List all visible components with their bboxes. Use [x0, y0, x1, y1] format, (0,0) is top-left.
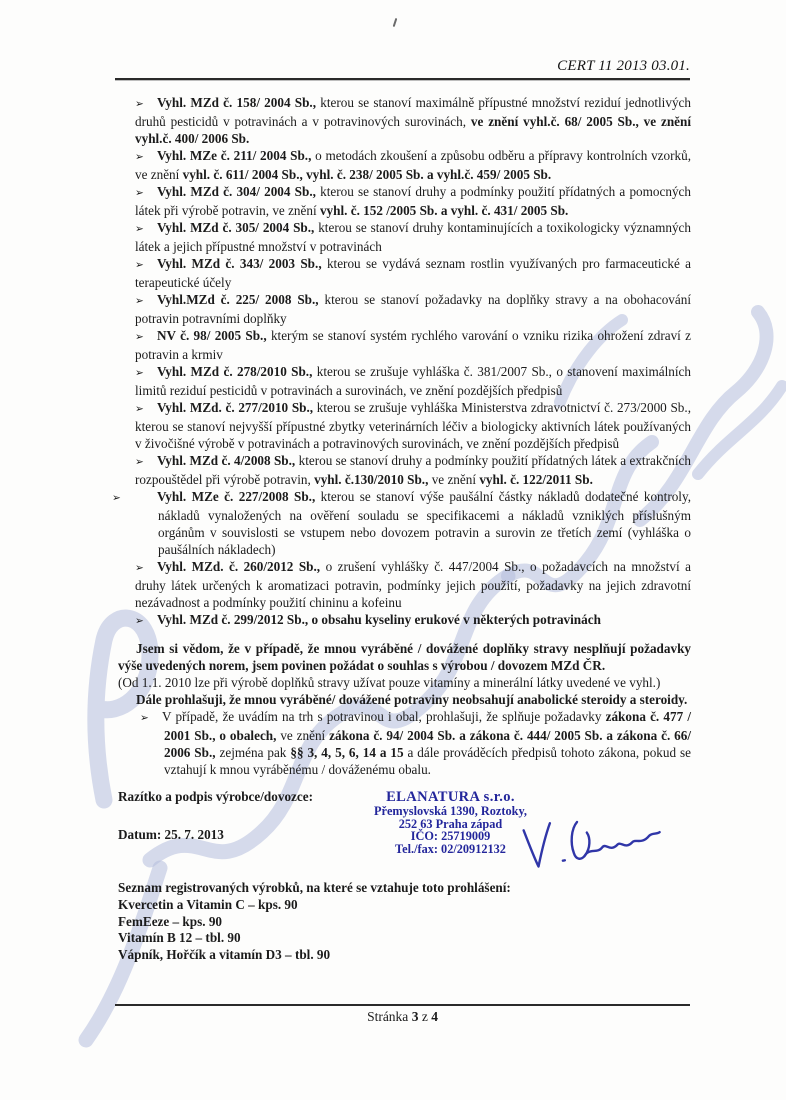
text-segment: Vyhl. MZe č. 211/ 2004 Sb.,: [157, 148, 316, 163]
text-segment: zákona č. 94/ 2004 Sb. a zákona č. 444/ 2005 Sb. a zákona č. 66/ 2006 Sb.,: [164, 728, 691, 760]
regulation-item: [135, 452, 691, 488]
product-line: Vitamín B 12 – tbl. 90: [118, 930, 241, 946]
packaging-declaration-item: [140, 708, 691, 778]
regulation-item: [135, 183, 691, 219]
list-bullet-icon: ➢: [140, 712, 149, 724]
regulation-item: [135, 363, 691, 399]
regulation-item: [112, 488, 691, 558]
text-segment: kterou se zrušuje vyhláška Ministerstva zdravotnictví č. 273/2000 Sb., kterou se stanoví nejvyšší přípustné zbytky veterinárních léčiv a biologicky aktivních látek používaných v živočišné výrobě v potravinách a potravinových surovinách, ve znění pozdějších předpisů: [135, 400, 691, 451]
regulation-item: [135, 147, 691, 183]
text-segment: kterou se stanoví požadavky na doplňky stravy a na obohacování potravin potravními doplňky: [135, 292, 691, 326]
text-segment: kterou se zrušuje vyhláška č. 381/2007 Sb., o stanovení maximálních limitů reziduí pesticidů v potravinách a surovinách, ve znění pozdějších předpisů: [135, 364, 692, 398]
list-bullet-icon: ➢: [135, 615, 144, 627]
header-rule: [115, 78, 690, 80]
text-segment: ve znění vyhl.č. 68/ 2005 Sb., ve znění vyhl.č. 400/ 2006 Sb.: [135, 114, 691, 146]
product-line: FemEeze – kps. 90: [118, 913, 223, 929]
doc-code: CERT 11 2013 03.01.: [557, 58, 690, 74]
text-segment: V případě, že uvádím na trh s potravinou i obal, prohlašuji, že splňuje požadavky: [162, 709, 606, 724]
regulation-item: [135, 219, 691, 255]
list-bullet-icon: ➢: [135, 98, 144, 110]
text-segment: NV č. 98/ 2005 Sb.,: [157, 328, 271, 343]
registered-products-section: [118, 880, 691, 964]
text-segment: kterou se stanoví druhy kontaminujících a toxikologicky významných látek a jejich přípustné množství v potravinách: [135, 220, 691, 254]
text-segment: kterou se stanoví maximálně přípustné množství reziduí jednotlivých druhů pesticidů v potravinách a v potravinových surovinách,: [135, 95, 691, 129]
declaration-paragraph: Dále prohlašuji, že mnou vyráběné/ dovážené potraviny neobsahují anabolické steroidy a steroidy.: [136, 692, 688, 707]
document-header: [115, 0, 690, 75]
list-bullet-icon: ➢: [135, 151, 144, 163]
text-segment: Vyhl. MZe č. 227/2008 Sb.,: [157, 489, 321, 504]
company-tel: Tel./fax: 02/20912132: [395, 841, 506, 856]
text-segment: o metodách zkoušení a způsobu odběru a přípravy kontrolních vzorků, ve znění: [135, 148, 691, 182]
text-segment: Vyhl. MZd č. 278/2010 Sb.,: [157, 364, 317, 379]
list-bullet-icon: ➢: [135, 403, 144, 415]
list-bullet-icon: ➢: [135, 295, 144, 307]
regulation-item: [135, 327, 691, 363]
text-segment: kterou se stanoví druhy a podmínky použití přídatných látek a extrakčních rozpouštědel při výrobě potravin,: [135, 453, 691, 487]
text-segment: Vyhl. MZd č. 299/2012 Sb., o obsahu kyseliny erukové v některých potravinách: [157, 612, 601, 627]
stamp-label: Razítko a podpis výrobce/dovozce:: [118, 789, 313, 804]
list-bullet-icon: ➢: [135, 331, 144, 343]
list-bullet-icon: ➢: [135, 223, 144, 235]
text-segment: kterou se stanoví druhy a podmínky použití přídatných a pomocných látek při výrobě potravin, ve znění: [135, 184, 691, 218]
declaration-paragraphs: [118, 640, 691, 708]
regulation-item: [135, 558, 691, 611]
footer-rule: [115, 1004, 690, 1006]
text-segment: Vyhl. MZd č. 305/ 2004 Sb.,: [157, 220, 319, 235]
regulation-item: [135, 255, 691, 291]
text-segment: kterým se stanoví systém rychlého varování o vzniku rizika ohrožení zdraví z potravin a krmiv: [135, 328, 691, 362]
page-number: [115, 1008, 690, 1025]
regulation-item: [135, 399, 691, 452]
text-segment: zákona č. 477 / 2001 Sb., o obalech,: [164, 709, 691, 743]
text-segment: §§ 3, 4, 5, 6, 14 a 15: [290, 745, 408, 760]
text-segment: z: [418, 1009, 432, 1024]
declaration-paragraph: Jsem si vědom, že v případě, že mnou vyráběné / dovážené doplňky stravy nesplňují požadavky výše uvedených norem, jsem povinen požádat o souhlas s výrobou / dovozem MZd ČR.: [118, 641, 691, 673]
text-segment: kterou se vydává seznam rostlin využívaných pro farmaceutické a terapeutické účely: [135, 256, 691, 290]
list-bullet-icon: ➢: [135, 367, 144, 379]
company-address-line1: Přemyslovská 1390, Roztoky,: [373, 804, 528, 818]
regulation-item: [135, 611, 691, 630]
list-bullet-icon: ➢: [135, 456, 144, 468]
product-list: [118, 897, 691, 964]
text-segment: kterou se stanoví výše paušální částky nákladů dodatečné kontroly, nákladů vynaložených na ověření souladu se specifikacemi a nákladů vzniklých příslušným orgánům v souvislosti se vstupem nebo dovozem potravin a surovin ze třetích zemí (vyhláška o paušálních nákladech): [158, 489, 691, 557]
text-segment: Vyhl.MZd č. 225/ 2008 Sb.,: [157, 292, 325, 307]
regulation-item: [135, 291, 691, 327]
declaration-paragraph: (Od 1.1. 2010 lze při výrobě doplňků stravy užívat pouze vitamíny a minerální látky uvedené ve vyhl.): [118, 675, 661, 690]
text-segment: vyhl. č.130/2010 Sb.,: [314, 472, 432, 487]
text-segment: vyhl. č. 122/2011 Sb.: [479, 472, 593, 487]
text-segment: Stránka: [367, 1009, 412, 1024]
text-segment: Vyhl. MZd č. 158/ 2004 Sb.,: [157, 95, 321, 110]
text-segment: vyhl. č. 611/ 2004 Sb., vyhl. č. 238/ 2005 Sb. a vyhl.č. 459/ 2005 Sb.: [182, 167, 552, 182]
text-segment: ve znění: [280, 728, 330, 743]
text-segment: Vyhl. MZd. č. 260/2012 Sb.,: [157, 559, 326, 574]
text-segment: 4: [431, 1009, 438, 1024]
products-heading: Seznam registrovaných výrobků, na které se vztahuje toto prohlášení:: [118, 880, 511, 895]
product-line: Vápník, Hořčík a vitamín D3 – tbl. 90: [118, 947, 331, 963]
list-bullet-icon: ➢: [135, 187, 144, 199]
list-bullet-icon: ➢: [135, 562, 144, 574]
product-line: Kvercetin a Vitamin C – kps. 90: [118, 896, 298, 912]
text-segment: o zrušení vyhlášky č. 447/2004 Sb., o požadavcích na množství a druhy látek určených k aromatizaci potravin, podmínky jejich použití, požadavky na jejich zdravotní nezávadnost a podmínky použití chininu a kofeinu: [135, 559, 691, 610]
text-segment: ve znění: [431, 472, 480, 487]
text-segment: zejména pak: [219, 745, 291, 760]
company-address-line2: 252 63 Praha západ: [398, 816, 503, 831]
declaration-section: [118, 640, 691, 778]
text-segment: vyhl. č. 152 /2005 Sb. a vyhl. č. 431/ 2005 Sb.: [319, 203, 569, 218]
company-name: ELANATURA s.r.o.: [386, 789, 515, 805]
list-bullet-icon: ➢: [135, 259, 144, 271]
company-ico: IČO: 25719009: [410, 829, 491, 843]
text-segment: 3: [411, 1009, 419, 1024]
date-line: Datum: 25. 7. 2013: [118, 827, 224, 842]
text-segment: Vyhl. MZd č. 343/ 2003 Sb.,: [157, 256, 327, 271]
regulation-list: [112, 94, 692, 630]
list-bullet-icon: ➢: [112, 492, 121, 504]
text-segment: Vyhl. MZd č. 304/ 2004 Sb.,: [157, 184, 321, 199]
stamp-and-signature-section: [0, 786, 786, 878]
text-segment: a dále prováděcích předpisů tohoto zákona, pokud se vztahují k mnou vyráběnému / dováženému obalu.: [164, 745, 691, 777]
text-segment: Vyhl. MZd č. 4/2008 Sb.,: [157, 453, 299, 468]
text-segment: Vyhl. MZd. č. 277/2010 Sb.,: [157, 400, 317, 415]
regulation-item: [135, 94, 691, 147]
